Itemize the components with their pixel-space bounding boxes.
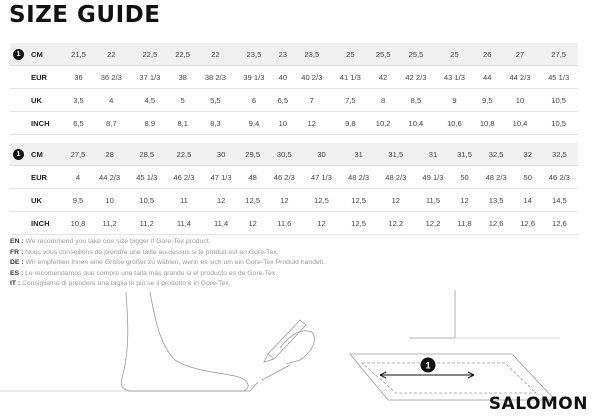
size-cell: 38 (169, 66, 196, 89)
size-cell: 48 2/3 (377, 166, 414, 189)
size-cell: 4 (65, 166, 91, 189)
note-lang: IT : (10, 280, 21, 287)
size-cell: 10,4 (501, 112, 540, 135)
size-cell: 41 1/3 (331, 66, 370, 89)
size-cell: 11,6 (266, 212, 303, 235)
size-cell: 30 (303, 143, 340, 166)
size-cell: 12 (203, 189, 240, 212)
size-cell: 12,6 (541, 212, 578, 235)
brand-logo: SALOMON (488, 394, 588, 414)
size-cell: 12,6 (478, 212, 515, 235)
size-cell: 23,5 (293, 43, 332, 66)
size-row-cm (10, 143, 578, 166)
size-cell: 44 2/3 (501, 66, 540, 89)
row-label: EUR (27, 66, 65, 89)
row-label: CM (27, 143, 65, 166)
size-cell: 31,5 (452, 143, 478, 166)
size-cell: 11,4 (203, 212, 240, 235)
size-cell: 44 (474, 66, 501, 89)
size-cell: 8,1 (169, 112, 196, 135)
size-cell: 10,8 (65, 212, 91, 235)
step-badge: 1 (13, 149, 24, 160)
size-cell: 45 1/3 (539, 66, 578, 89)
note-lang: ES : (10, 269, 24, 277)
size-cell: 22,5 (165, 143, 202, 166)
size-row-inch (10, 212, 578, 235)
size-cell: 5 (169, 89, 196, 112)
note-line (10, 258, 530, 269)
size-cell: 8,5 (397, 89, 436, 112)
note-text: Consigliamo di prendere una taglia in più se il prodotto è in Gore-Tex. (22, 280, 231, 287)
size-cell: 6 (235, 89, 274, 112)
size-cell: 48 (240, 166, 266, 189)
size-cell: 22 (92, 43, 131, 66)
page-title: SIZE GUIDE (9, 2, 161, 28)
note-lang: DE : (10, 259, 24, 266)
size-cell: 11,4 (165, 212, 202, 235)
size-cell: 12,6 (515, 212, 541, 235)
note-line (10, 269, 530, 280)
size-cell: 25 (435, 43, 474, 66)
size-cell: 12,2 (377, 212, 414, 235)
size-cell: 10,5 (128, 189, 165, 212)
size-cell: 50 (452, 166, 478, 189)
size-cell: 32,5 (541, 143, 578, 166)
size-cell: 25,5 (370, 43, 397, 66)
size-cell: 30,5 (266, 143, 303, 166)
step-badge: 1 (13, 49, 24, 60)
note-text: We recommend you take one size bigger if Gore-Tex product. (25, 238, 211, 245)
size-cell: 45 1/3 (128, 166, 165, 189)
size-cell: 12,5 (340, 189, 377, 212)
size-cell: 26 (474, 43, 501, 66)
size-cell: 10 (501, 89, 540, 112)
size-cell: 27,5 (539, 43, 578, 66)
row-label: UK (27, 189, 65, 212)
size-cell: 37 1/3 (131, 66, 170, 89)
size-cell: 27,5 (65, 143, 91, 166)
size-row-uk (10, 189, 578, 212)
size-cell: 10,8 (474, 112, 501, 135)
size-cell: 10,4 (397, 112, 436, 135)
note-text: Nous vous conseillons de prendre une taille au-dessus si le produit est en Gore-Tex. (25, 248, 279, 256)
note-line (10, 279, 530, 290)
size-cell: 28 (91, 143, 128, 166)
row-label: INCH (27, 212, 65, 235)
size-row-eur (10, 166, 578, 189)
size-cell: 12,5 (303, 189, 340, 212)
size-cell: 22 (196, 43, 235, 66)
size-cell: 47 1/3 (203, 166, 240, 189)
size-cell: 12 (377, 189, 414, 212)
note-text: Wir empfehlen Ihnen eine Größe größer zu wählen, wenn es sich um ein Gore-Tex Produkt handelt. (25, 259, 326, 266)
size-cell: 11 (165, 189, 202, 212)
size-cell: 40 2/3 (293, 66, 332, 89)
row-label: UK (27, 89, 65, 112)
size-cell: 39 1/3 (235, 66, 274, 89)
size-cell: 9,5 (65, 189, 91, 212)
size-cell: 14,5 (541, 189, 578, 212)
size-cell: 10,5 (539, 89, 578, 112)
size-row-eur (10, 66, 578, 89)
size-cell: 13,5 (478, 189, 515, 212)
row-label: EUR (27, 166, 65, 189)
size-cell: 30 (203, 143, 240, 166)
size-cell: 11,2 (91, 212, 128, 235)
size-row-uk (10, 89, 578, 112)
size-cell: 38 2/3 (196, 66, 235, 89)
step-badge-label: 1 (425, 360, 431, 371)
size-cell: 12,5 (340, 212, 377, 235)
size-cell: 42 (370, 66, 397, 89)
size-cell: 6,5 (273, 89, 292, 112)
size-cell: 36 2/3 (92, 66, 131, 89)
size-cell: 6,5 (65, 112, 92, 135)
size-cell: 9,8 (331, 112, 370, 135)
size-cell: 25 (331, 43, 370, 66)
size-cell: 8 (370, 89, 397, 112)
size-table-2 (10, 143, 578, 235)
note-lang: EN : (10, 238, 24, 245)
size-cell: 50 (515, 166, 541, 189)
size-cell: 25,5 (397, 43, 436, 66)
row-label: CM (27, 43, 65, 66)
size-cell: 12 (303, 212, 340, 235)
size-cell: 46 2/3 (165, 166, 202, 189)
size-cell: 23,5 (235, 43, 274, 66)
size-cell: 12 (240, 212, 266, 235)
size-cell: 7 (293, 89, 332, 112)
size-cell: 10,2 (370, 112, 397, 135)
note-lang: FR : (10, 248, 24, 256)
size-cell: 8,9 (131, 112, 170, 135)
size-cell: 48 2/3 (478, 166, 515, 189)
size-cell: 32 (515, 143, 541, 166)
size-cell: 22,5 (169, 43, 196, 66)
size-cell: 29,5 (240, 143, 266, 166)
size-cell: 12 (452, 189, 478, 212)
size-cell: 8,3 (196, 112, 235, 135)
note-line (10, 237, 530, 248)
size-cell: 48 2/3 (340, 166, 377, 189)
size-cell: 32,5 (478, 143, 515, 166)
size-cell: 9 (435, 89, 474, 112)
size-cell: 8,7 (92, 112, 131, 135)
size-cell: 12,2 (414, 212, 451, 235)
size-cell: 12 (266, 189, 303, 212)
size-cell: 14 (515, 189, 541, 212)
size-cell: 44 2/3 (91, 166, 128, 189)
size-cell: 28,5 (128, 143, 165, 166)
size-cell: 12,5 (240, 189, 266, 212)
size-cell: 31 (340, 143, 377, 166)
size-cell: 4 (92, 89, 131, 112)
size-cell: 31 (414, 143, 451, 166)
size-cell: 10 (273, 112, 292, 135)
size-cell: 11,8 (452, 212, 478, 235)
size-cell: 40 (273, 66, 292, 89)
size-cell: 9,5 (474, 89, 501, 112)
size-cell: 43 1/3 (435, 66, 474, 89)
size-cell: 3,5 (65, 89, 92, 112)
size-cell: 10,5 (539, 112, 578, 135)
note-text: Le recomendamos que compre una talla más grande si el producto es de Gore-Tex. (25, 269, 278, 277)
size-cell: 10,6 (435, 112, 474, 135)
size-cell: 7,5 (331, 89, 370, 112)
row-label: INCH (27, 112, 65, 135)
size-cell: 22,5 (131, 43, 170, 66)
size-cell: 12 (293, 112, 332, 135)
gore-tex-notes (10, 237, 530, 290)
size-row-cm (10, 43, 578, 66)
size-table-1 (10, 43, 578, 135)
size-cell: 5,5 (196, 89, 235, 112)
size-cell: 21,5 (65, 43, 92, 66)
size-cell: 11,5 (414, 189, 451, 212)
size-cell: 23 (273, 43, 292, 66)
size-cell: 49 1/3 (414, 166, 451, 189)
size-cell: 4,5 (131, 89, 170, 112)
size-cell: 27 (501, 43, 540, 66)
size-cell: 47 1/3 (303, 166, 340, 189)
size-cell: 9,4 (235, 112, 274, 135)
size-cell: 42 2/3 (397, 66, 436, 89)
size-cell: 31,5 (377, 143, 414, 166)
size-cell: 11,2 (128, 212, 165, 235)
size-row-inch (10, 112, 578, 135)
note-line (10, 248, 530, 259)
size-cell: 36 (65, 66, 92, 89)
size-cell: 10 (91, 189, 128, 212)
size-cell: 46 2/3 (266, 166, 303, 189)
size-cell: 46 2/3 (541, 166, 578, 189)
